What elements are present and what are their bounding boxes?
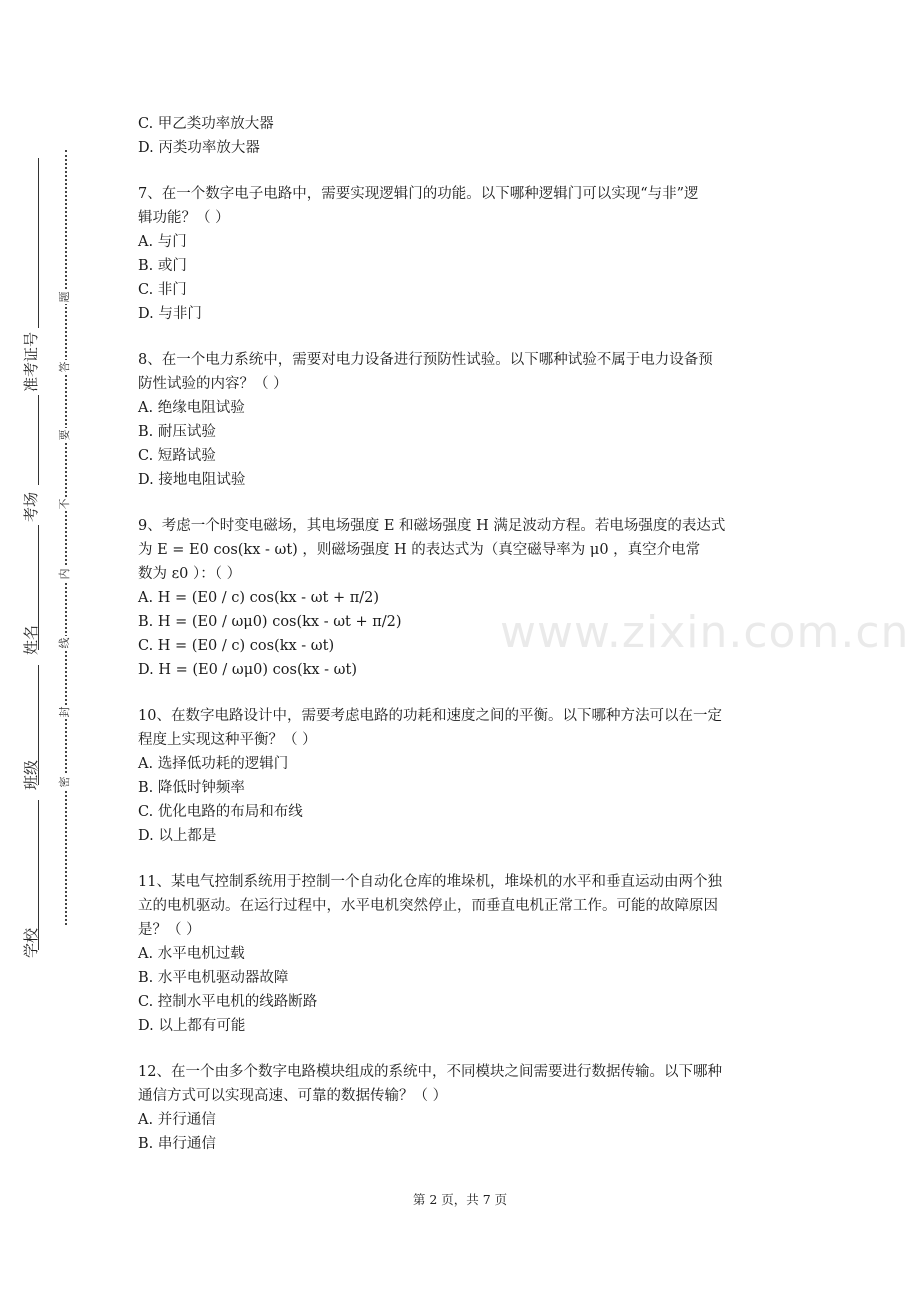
seal-char: 密 [58,776,71,788]
seal-char: 内 [58,568,71,580]
question-stem: 7、在一个数字电子电路中，需要实现逻辑门的功能。以下哪种逻辑门可以实现“与非”逻 [138,186,699,202]
binding-sidebar [0,0,90,1302]
option: C. 甲乙类功率放大器 [138,116,274,132]
option: A. 并行通信 [138,1112,216,1128]
option: A. 选择低功耗的逻辑门 [138,756,289,772]
option: A. H = (E0 / c) cos(kx - ωt + π/2) [138,590,380,606]
school-fill-line [38,800,39,950]
option: C. 控制水平电机的线路断路 [138,994,318,1010]
option: D. 丙类功率放大器 [138,140,260,156]
exam-room-label: 考场 [22,491,40,522]
ticket-number-fill-line [38,158,39,328]
question-stem: 是？（ ） [138,922,201,938]
option: C. 短路试验 [138,448,216,464]
question-7 [138,182,790,326]
question-stem: 程度上实现这种平衡？（ ） [138,732,317,748]
page-footer: 第 2 页，共 7 页 [412,1192,508,1207]
question-stem: 9、考虑一个时变电磁场，其电场强度 E 和磁场强度 H 满足波动方程。若电场强度的表达式 [138,518,726,534]
class-label: 班级 [22,759,40,790]
option: B. 耐压试验 [138,424,216,440]
question-10 [138,704,790,848]
option: B. 水平电机驱动器故障 [138,970,289,986]
class-fill-line [38,665,39,785]
name-label: 姓名 [22,624,40,655]
seal-dotted-line [65,150,67,925]
name-fill-line [38,525,39,650]
question-stem: 防性试验的内容？（ ） [138,376,288,392]
school-label: 学校 [22,927,40,958]
option: D. 以上都有可能 [138,1018,246,1034]
option: D. H = (E0 / ωμ0) cos(kx - ωt) [138,662,357,678]
seal-char: 要 [58,429,71,441]
question-stem: 立的电机驱动。在运行过程中，水平电机突然停止，而垂直电机正常工作。可能的故障原因 [138,898,718,914]
option: C. 非门 [138,282,187,298]
question-stem: 8、在一个电力系统中，需要对电力设备进行预防性试验。以下哪种试验不属于电力设备预 [138,352,713,368]
seal-char: 答 [58,361,71,373]
question-stem: 10、在数字电路设计中，需要考虑电路的功耗和速度之间的平衡。以下哪种方法可以在一定 [138,708,722,724]
question-9 [138,514,790,682]
seal-char: 题 [58,291,71,303]
question-stem: 通信方式可以实现高速、可靠的数据传输？（ ） [138,1088,448,1104]
question-stem: 11、某电气控制系统用于控制一个自动化仓库的堆垛机，堆垛机的水平和垂直运动由两个独 [138,874,722,890]
watermark-text: www.zixin.com.cn [500,607,910,658]
seal-char: 封 [58,706,71,718]
option: A. 与门 [138,234,187,250]
option: D. 接地电阻试验 [138,472,246,488]
question-stem: 为 E = E0 cos(kx - ωt) ，则磁场强度 H 的表达式为（真空磁导率为 μ0 ，真空介电常 [138,542,701,558]
option: B. 降低时钟频率 [138,780,245,796]
question-continuation [138,112,790,160]
option: A. 水平电机过载 [138,946,245,962]
question-12 [138,1060,790,1156]
seal-char: 线 [58,637,71,649]
question-stem: 12、在一个由多个数字电路模块组成的系统中，不同模块之间需要进行数据传输。以下哪种 [138,1064,722,1080]
seal-char: 不 [58,498,71,510]
option: B. 或门 [138,258,187,274]
exam-content [138,112,790,1156]
option: D. 与非门 [138,306,202,322]
question-8 [138,348,790,492]
option: C. H = (E0 / c) cos(kx - ωt) [138,638,335,654]
option: B. H = (E0 / ωμ0) cos(kx - ωt + π/2) [138,614,402,630]
question-11 [138,870,790,1038]
ticket-number-label: 准考证号 [22,331,40,392]
question-stem: 数为 ε0 ）：（ ） [138,566,242,582]
question-stem: 辑功能？（ ） [138,210,230,226]
option: B. 串行通信 [138,1136,216,1152]
exam-room-fill-line [38,395,39,485]
option: A. 绝缘电阻试验 [138,400,245,416]
option: D. 以上都是 [138,828,217,844]
option: C. 优化电路的布局和布线 [138,804,303,820]
